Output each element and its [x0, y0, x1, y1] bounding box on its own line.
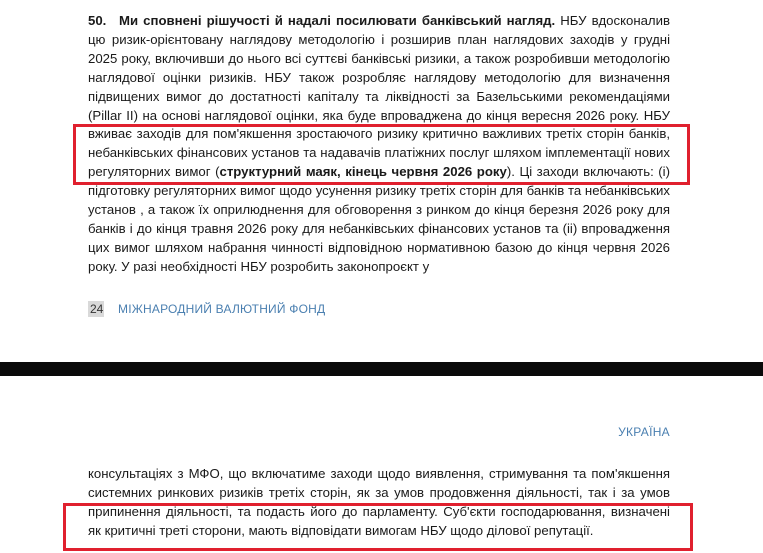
page-footer [88, 301, 325, 317]
header-country: УКРАЇНА [618, 425, 670, 439]
page-number: 24 [90, 302, 104, 316]
paragraph-50 [88, 12, 670, 277]
footer-org: МІЖНАРОДНИЙ ВАЛЮТНИЙ ФОНД [118, 302, 326, 316]
page-separator [0, 362, 763, 376]
paragraph-lead: Ми сповнені рішучості й надалі посилювати банківський нагляд. [119, 13, 556, 28]
paragraph-number: 50. [88, 13, 107, 28]
paragraph-text-part1: НБУ вдосконалив цю ризик-орієнтовану наглядову методологію і розширив план наглядових заходів у грудні 2025 року, включивши до нього всі суттєві банківські ризики, а також розробивши методологію наглядової оцінки ризиків. НБУ також розробляє наглядову методологію для визначення підвищених вимог до достатності капіталу та ліквідності за Базельськими рекомендаціями (Pillar II) на основі наглядової оцінки, яка буде впроваджена до кінця вересня 2026 року. НБУ вживає заходів для пом'якшення зростаючого ризику критично важливих третіх сторін банків, небанківських фінансових установ та надавачів платіжних послуг шляхом імплементації нових регуляторних вимог ( [88, 13, 670, 180]
paragraph-continued: консультаціях з МФО, що включатиме заходи щодо виявлення, стримування та пом'якшення системних ринкових ризиків третіх сторін, як за умов продовження діяльності, так і за умов припинення діяльності, та подасть його до парламенту. Суб'єкти господарювання, визначені як критичні треті сторони, мають відповідати вимогам НБУ щодо ділової репутації. [88, 466, 670, 538]
paragraph-text-part2: ). Ці заходи включають: (і) підготовку регуляторних вимог щодо усунення ризику третіх сторін для банків та небанківських установ , а також їх оприлюднення для обговорення з ринком до кінця березня 2026 року для банків і до кінця травня 2026 року для небанківських фінансових установ та (іі) впровадження цих вимог шляхом набрання чинності відповідною нормативною базою до кінця червня 2026 року. У разі необхідності НБУ розробить законопроєкт у [88, 164, 670, 274]
structural-benchmark: структурний маяк, кінець червня 2026 року [219, 164, 507, 180]
